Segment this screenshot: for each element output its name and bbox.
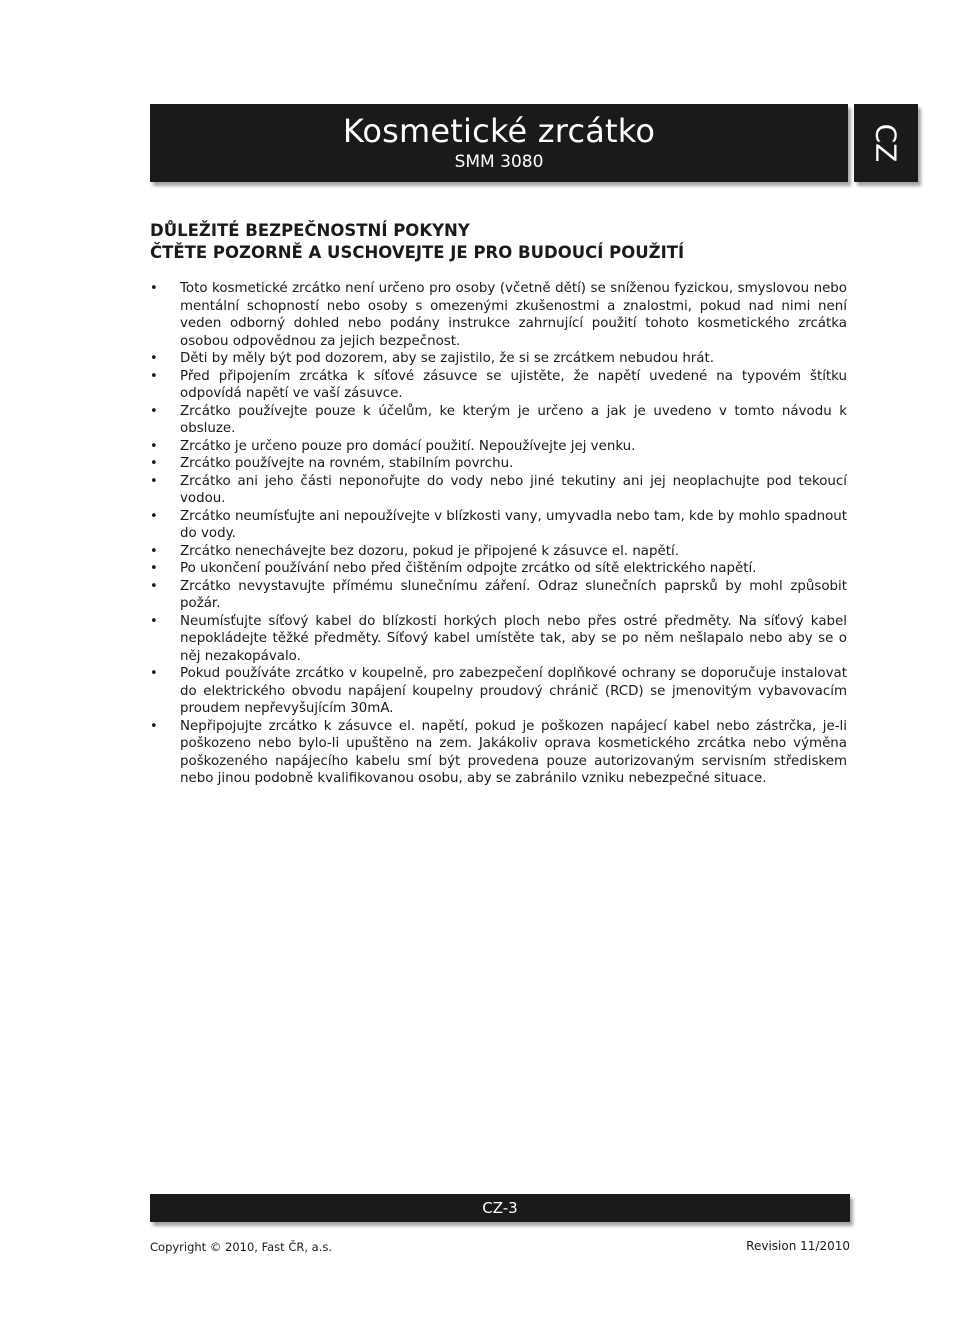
list-item: [150, 350, 847, 368]
list-item: [150, 403, 847, 438]
list-item-text: Pokud používáte zrcátko v koupelně, pro zabezpečení doplňkové ochrany se doporučuje instalovat do elektrického obvodu napájení koupelny proudový chránič (RCD) se jmenovitým vybavovacím proudem nepřevyšujícím 30mA.: [180, 666, 847, 716]
list-item-text: Zrcátko je určeno pouze pro domácí použití. Nepoužívejte jej venku.: [180, 438, 636, 454]
section-heading-line-2: ČTĚTE POZORNĚ A USCHOVEJTE JE PRO BUDOUCÍ POUŽITÍ: [150, 243, 685, 262]
list-item-text: Zrcátko nevystavujte přímému slunečnímu záření. Odraz slunečních paprsků by mohl způsobit požár.: [180, 578, 847, 611]
list-item: [150, 280, 847, 350]
list-item-text: Po ukončení používání nebo před čištěním odpojte zrcátko od sítě elektrického napětí.: [180, 561, 757, 576]
list-item: [150, 613, 847, 666]
list-item: [150, 508, 847, 543]
list-item-text: Zrcátko používejte pouze k účelům, ke kterým je určeno a jak je uvedeno v tomto návodu k obsluze.: [180, 403, 847, 436]
footer-bar: [150, 1194, 850, 1222]
list-item-text: Zrcátko neumísťujte ani nepoužívejte v blízkosti vany, umyvadla nebo tam, kde by mohlo spadnout do vody.: [180, 508, 847, 541]
revision-notice: Revision 11/2010: [746, 1239, 850, 1253]
list-item: [150, 438, 847, 456]
list-item-text: Nepřipojujte zrcátko k zásuvce el. napětí, pokud je poškozen napájecí kabel nebo zástrčka, je-li poškozeno nebo bylo-li upuštěno na zem. Jakákoliv oprava kosmetického zrcátka nebo výměna poškozeného napájecího kabelu smí být provedena pouze autorizovaným servisním střediskem nebo jinou podobně kvalifikovanou osobu, aby se zabránilo vzniku nebezpečné situace.: [180, 718, 847, 786]
list-item-text: Zrcátko ani jeho části neponořujte do vody nebo jiné tekutiny ani jej neoplachujte pod tekoucí vodou.: [180, 473, 847, 506]
list-item: [150, 473, 847, 508]
list-item-text: Děti by měly být pod dozorem, aby se zajistilo, že si se zrcátkem nebudou hrát.: [180, 351, 715, 366]
header-bar: [150, 104, 848, 182]
bullet: •: [150, 281, 158, 296]
safety-instructions-list: [150, 280, 847, 788]
bullet: •: [150, 456, 158, 471]
list-item: [150, 665, 847, 718]
bullet: •: [150, 718, 158, 734]
list-item-text: Zrcátko nenechávejte bez dozoru, pokud je připojené k zásuvce el. napětí.: [180, 543, 679, 559]
bullet: •: [150, 561, 158, 576]
list-item-text: Neumísťujte síťový kabel do blízkosti horkých ploch nebo přes ostré předměty. Na síťový kabel nepokládejte těžké předměty. Síťový kabel umístěte tak, aby se po něm nešlapalo nebo aby se o něj nezakopávalo.: [180, 613, 847, 664]
bullet: •: [150, 578, 158, 594]
language-tab: [854, 104, 918, 182]
list-item: [150, 455, 847, 473]
bullet: •: [150, 438, 158, 454]
list-item: [150, 560, 847, 578]
list-item: [150, 718, 847, 788]
bullet: •: [150, 543, 158, 559]
list-item-text: Před připojením zrcátka k síťové zásuvce se ujistěte, že napětí uvedené na typovém štítku odpovídá napětí ve vaší zásuvce.: [180, 368, 847, 401]
bullet: •: [150, 666, 158, 681]
page-title: Kosmetické zrcátko: [342, 112, 656, 150]
bullet: •: [150, 473, 158, 489]
bullet: •: [150, 403, 158, 419]
section-heading-line-1: DŮLEŽITÉ BEZPEČNOSTNÍ POKYNY: [150, 221, 470, 240]
copyright-notice: Copyright © 2010, Fast ČR, a.s.: [150, 1240, 333, 1254]
bullet: •: [150, 351, 158, 366]
list-item: [150, 543, 847, 561]
list-item: [150, 578, 847, 613]
bullet: •: [150, 613, 158, 629]
bullet: •: [150, 368, 158, 384]
list-item: [150, 368, 847, 403]
list-item-text: Toto kosmetické zrcátko není určeno pro osoby (včetně dětí) se sníženou fyzickou, smyslovou nebo mentální schopností nebo osoby s omezenými zkušenostmi a znalostmi, pokud nad nimi není veden odborný dohled nebo podány instrukce zahrnující použití tohoto kosmetického zrcátka osobou odpovědnou za jejich bezpečnost.: [180, 281, 847, 349]
list-item-text: Zrcátko používejte na rovném, stabilním povrchu.: [180, 456, 514, 471]
page-number: CZ-3: [482, 1199, 518, 1217]
model-number: SMM 3080: [454, 152, 544, 172]
section-heading: [150, 220, 850, 264]
bullet: •: [150, 508, 158, 524]
language-tab-label: CZ: [869, 123, 903, 163]
